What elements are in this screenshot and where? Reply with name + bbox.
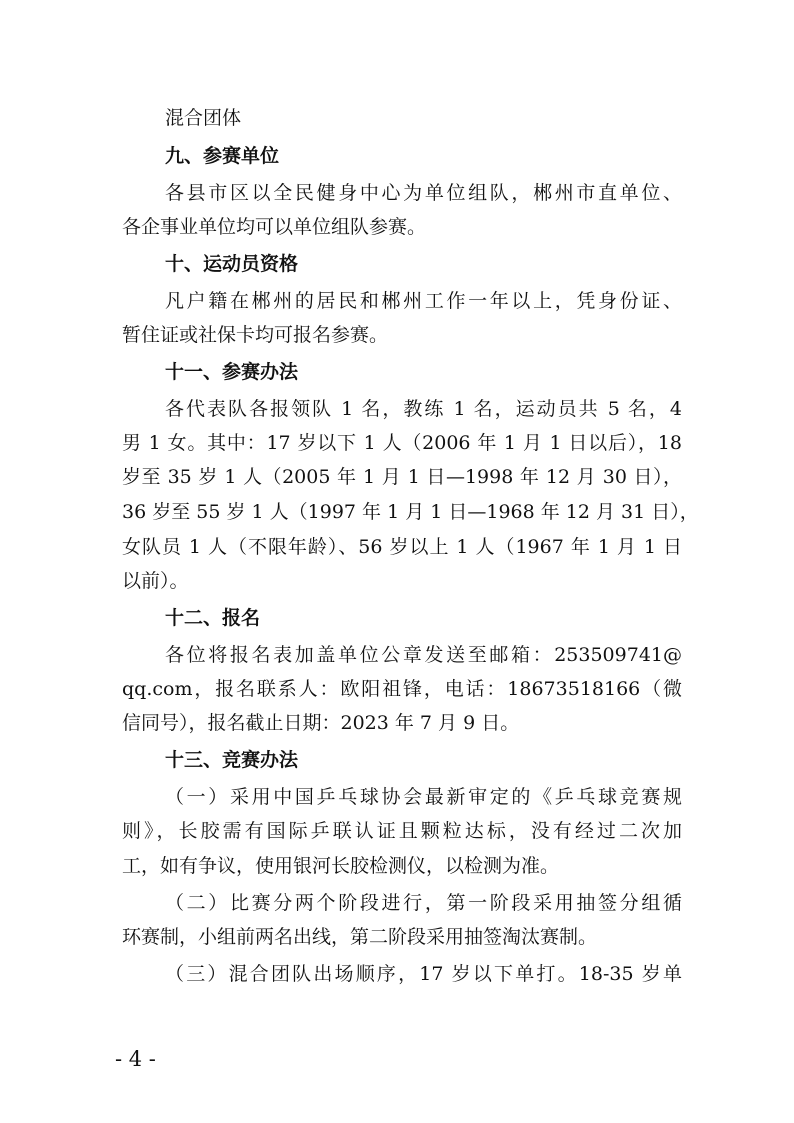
text-line: 混合团体 — [165, 107, 242, 129]
text-line: 36 岁至 55 岁 1 人（1997 年 1 月 1 日—1968 年 12 月 31 日）， — [122, 501, 699, 523]
text-line: 各县市区以全民健身中心为单位组队，郴州市直单位、 — [165, 182, 682, 204]
text-line: 则》，长胶需有国际乒联认证且颗粒达标，没有经过二次加 — [122, 820, 682, 842]
text-line: qq.com，报名联系人：欧阳祖锋，电话：18673518166（微 — [122, 678, 682, 700]
text-line: （一）采用中国乒乓球协会最新审定的《乒乓球竞赛规 — [165, 786, 682, 808]
text-line: （三）混合团队出场顺序，17 岁以下单打。18-35 岁单 — [165, 963, 682, 985]
section-heading-11: 十一、参赛办法 — [165, 361, 299, 383]
text-line: 工，如有争议，使用银河长胶检测仪，以检测为准。 — [122, 855, 560, 877]
section-heading-13: 十三、竞赛办法 — [165, 749, 299, 771]
section-heading-12: 十二、报名 — [165, 607, 261, 629]
text-line: 男 1 女。其中：17 岁以下 1 人（2006 年 1 月 1 日以后），18 — [122, 432, 682, 454]
text-line: 各企事业单位均可以单位组队参赛。 — [122, 216, 427, 238]
text-line: 凡户籍在郴州的居民和郴州工作一年以上，凭身份证、 — [165, 290, 682, 312]
text-line: 岁至 35 岁 1 人（2005 年 1 月 1 日—1998 年 12 月 30 日）， — [122, 466, 682, 488]
text-line: 暂住证或社保卡均可报名参赛。 — [122, 324, 389, 346]
text-line: （二）比赛分两个阶段进行，第一阶段采用抽签分组循 — [165, 892, 682, 914]
page-number: - 4 - — [115, 1047, 156, 1071]
text-line: 环赛制，小组前两名出线，第二阶段采用抽签淘汰赛制。 — [122, 926, 598, 948]
text-line: 以前）。 — [122, 570, 189, 592]
text-line: 各位将报名表加盖单位公章发送至邮箱：253509741@ — [165, 644, 682, 666]
text-line: 女队员 1 人（不限年龄）、56 岁以上 1 人（1967 年 1 月 1 日 — [122, 536, 682, 558]
text-line: 信同号），报名截止日期：2023 年 7 月 9 日。 — [122, 712, 520, 734]
text-line: 各代表队各报领队 1 名，教练 1 名，运动员共 5 名，4 — [165, 398, 682, 420]
section-heading-9: 九、参赛单位 — [165, 145, 280, 167]
section-heading-10: 十、运动员资格 — [165, 253, 299, 275]
